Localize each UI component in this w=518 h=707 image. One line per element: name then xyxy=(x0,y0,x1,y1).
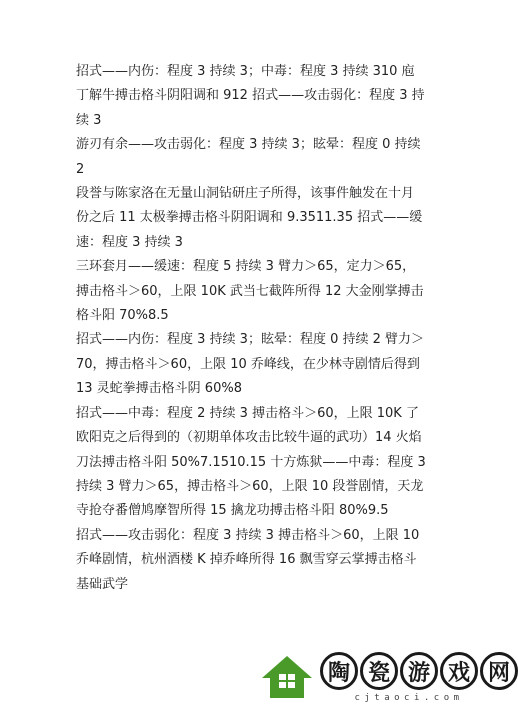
article-body xyxy=(76,60,426,597)
logo-char: 网 xyxy=(480,652,518,690)
article-paragraph: 三环套月——缓速：程度 5 持续 3 臂力＞65，定力＞65，搏击格斗＞60，上限 10K 武当七截阵所得 12 大金刚掌搏击格斗阳 70%8.5 xyxy=(76,259,424,324)
house-icon xyxy=(258,652,316,702)
logo-char: 瓷 xyxy=(360,652,398,690)
site-watermark-logo xyxy=(258,652,510,704)
article-paragraph: 招式——内伤：程度 3 持续 3；眩晕：程度 0 持续 2 臂力＞70，搏击格斗＞60，上限 10 乔峰线，在少林寺剧情后得到 13 灵蛇拳搏击格斗阴 60%8 xyxy=(76,332,425,397)
logo-char: 游 xyxy=(400,652,438,690)
logo-url: cjtaoci.com xyxy=(354,693,464,703)
article-paragraph: 游刃有余——攻击弱化：程度 3 持续 3；眩晕：程度 0 持续 2 xyxy=(76,137,421,177)
article-paragraph: 段誉与陈家洛在无量山洞钻研庄子所得，该事件触发在十月份之后 11 太极拳搏击格斗阴阳调和 9.3511.35 招式——缓速：程度 3 持续 3 xyxy=(76,186,423,250)
article-paragraph: 招式——攻击弱化：程度 3 持续 3 搏击格斗＞60，上限 10 乔峰剧情，杭州酒楼 K 掉乔峰所得 16 飘雪穿云掌搏击格斗基础武学 xyxy=(76,527,420,592)
article-paragraph: 招式——内伤：程度 3 持续 3；中毒：程度 3 持续 310 庖丁解牛搏击格斗阴阳调和 912 招式——攻击弱化：程度 3 持续 3 xyxy=(76,64,425,128)
logo-characters xyxy=(320,652,518,690)
logo-char: 陶 xyxy=(320,652,358,690)
article-paragraph: 招式——中毒：程度 2 持续 3 搏击格斗＞60，上限 10K 了欧阳克之后得到的（初期单体攻击比较牛逼的武功）14 火焰刀法搏击格斗阳 50%7.1510.15 十方炼狱——中毒：程度 3 持续 3 臂力＞65，搏击格斗＞60，上限 10 段誉剧情，天龙寺抢夺番僧鸠摩智所得 15 擒龙功搏击格斗阳 80%9.5 xyxy=(76,405,426,519)
logo-char: 戏 xyxy=(440,652,478,690)
